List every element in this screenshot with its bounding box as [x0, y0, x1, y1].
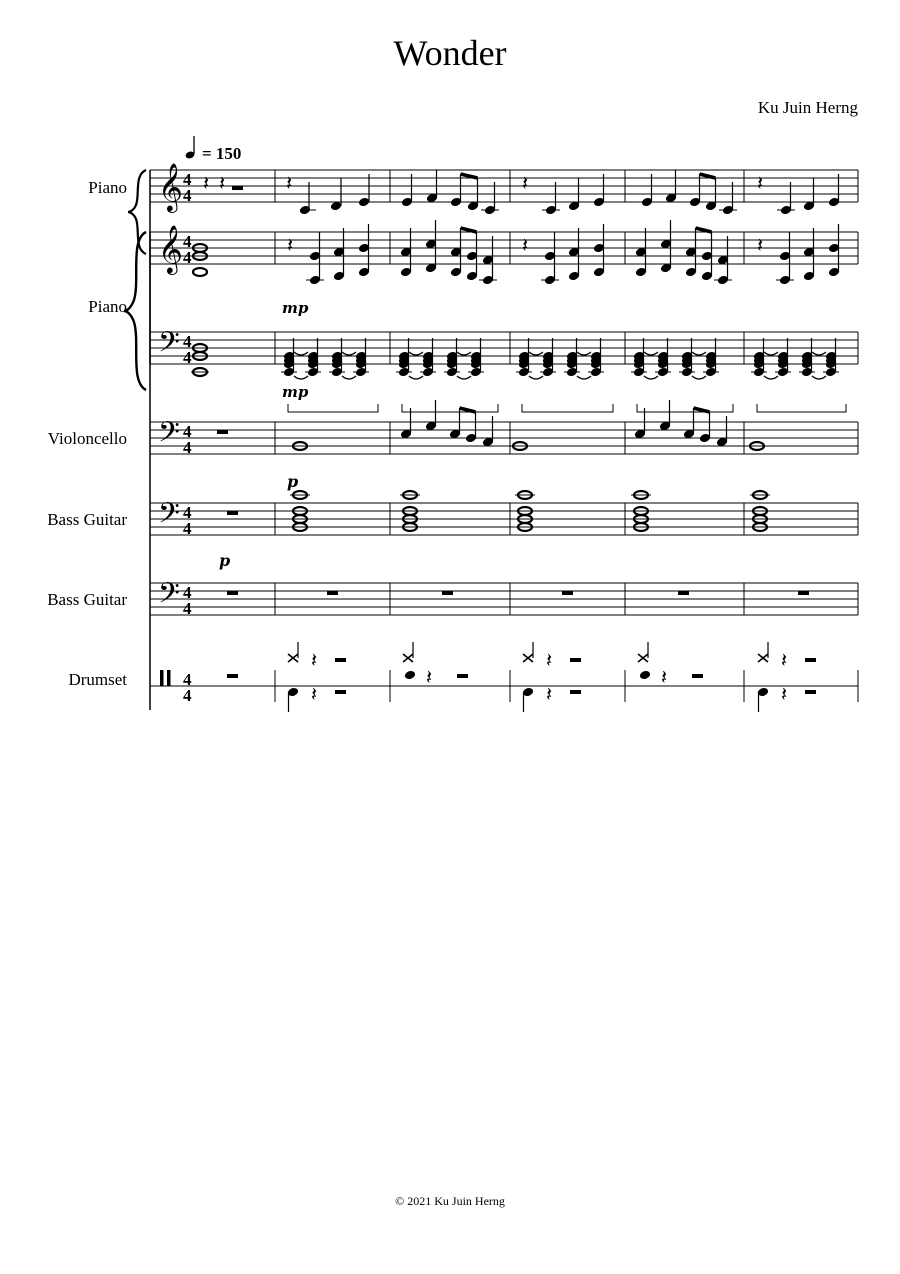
- staff-piano-2-bass: [150, 326, 858, 367]
- half-rest: [805, 690, 816, 694]
- time-signature-bottom: 4: [183, 438, 192, 457]
- whole-rest: [327, 591, 338, 595]
- staff-piano-2-treble: [150, 224, 858, 275]
- time-signature-top: 4: [183, 332, 192, 351]
- time-signature-top: 4: [183, 170, 192, 189]
- note-head: [639, 670, 651, 681]
- cymbal-note: [523, 654, 533, 662]
- half-rest: [692, 674, 703, 678]
- time-signature-bottom: 4: [183, 348, 192, 367]
- whole-rest: [217, 430, 228, 434]
- cymbal-note: [638, 654, 648, 662]
- instrument-label-violoncello: Violoncello: [47, 429, 127, 448]
- composer-name: Ku Juin Herng: [757, 98, 858, 117]
- whole-note: [193, 268, 207, 276]
- cymbal-note: [403, 654, 413, 662]
- quarter-rest: 𝄽: [287, 233, 294, 257]
- quarter-rest: 𝄽: [546, 648, 553, 672]
- whole-rest: [227, 674, 238, 678]
- instrument-label-piano-1: Piano: [88, 178, 127, 197]
- score-title: Wonder: [393, 33, 507, 73]
- quarter-rest: 𝄽: [203, 171, 210, 195]
- instrument-label-bass-guitar-2: Bass Guitar: [47, 590, 127, 609]
- tempo-marking: [185, 136, 242, 163]
- time-signature-top: 4: [183, 503, 192, 522]
- brace-piano-1: [128, 170, 146, 254]
- quarter-rest: 𝄽: [522, 233, 529, 257]
- quarter-rest: 𝄽: [426, 665, 433, 689]
- quarter-rest: 𝄽: [311, 682, 318, 706]
- quarter-rest: 𝄽: [757, 233, 764, 257]
- quarter-rest: 𝄽: [661, 665, 668, 689]
- half-rest: [232, 186, 243, 190]
- quarter-rest: 𝄽: [781, 682, 788, 706]
- time-signature-bottom: 4: [183, 248, 192, 267]
- staff-piano-1: [150, 162, 858, 213]
- quarter-rest: 𝄽: [781, 648, 788, 672]
- quarter-rest: 𝄽: [219, 171, 226, 195]
- quarter-rest: 𝄽: [286, 171, 293, 195]
- dynamic-p-bass-guitar: p: [287, 472, 299, 491]
- bass-clef: 𝄢: [158, 497, 180, 537]
- half-rest: [457, 674, 468, 678]
- quarter-rest: 𝄽: [522, 171, 529, 195]
- time-signature-bottom: 4: [183, 686, 192, 705]
- quarter-rest: 𝄽: [311, 648, 318, 672]
- grouping-brackets: [288, 404, 846, 412]
- dynamic-mp-piano-bass: mp: [282, 383, 309, 401]
- cymbal-note: [288, 654, 298, 662]
- bass-clef: 𝄢: [158, 326, 180, 366]
- quarter-rest: 𝄽: [757, 171, 764, 195]
- time-signature-bottom: 4: [183, 599, 192, 618]
- whole-rest: [442, 591, 453, 595]
- copyright-notice: © 2021 Ku Juin Herng: [395, 1194, 505, 1208]
- time-signature-top: 4: [183, 583, 192, 602]
- whole-rest: [798, 591, 809, 595]
- time-signature-top: 4: [183, 422, 192, 441]
- half-rest: [335, 690, 346, 694]
- cymbal-note: [758, 654, 768, 662]
- half-rest: [570, 658, 581, 662]
- note-head: [358, 197, 370, 208]
- quarter-rest: 𝄽: [546, 682, 553, 706]
- whole-rest: [678, 591, 689, 595]
- time-signature-bottom: 4: [183, 519, 192, 538]
- treble-clef: 𝄞: [158, 224, 183, 273]
- half-rest: [805, 658, 816, 662]
- staff-drumset: [150, 670, 858, 705]
- whole-rest: [227, 511, 238, 515]
- time-signature-top: 4: [183, 670, 192, 689]
- whole-rest: [227, 591, 238, 595]
- instrument-label-bass-guitar-1: Bass Guitar: [47, 510, 127, 529]
- bass-clef: 𝄢: [158, 577, 180, 617]
- half-rest: [335, 658, 346, 662]
- whole-rest: [562, 591, 573, 595]
- bass-clef: 𝄢: [158, 416, 180, 456]
- staff-bass-guitar-2: [150, 577, 858, 618]
- staff-violoncello: [150, 416, 858, 457]
- staff-bass-guitar-1: [150, 497, 858, 538]
- time-signature-bottom: 4: [183, 186, 192, 205]
- note-head: [404, 670, 416, 681]
- dynamic-p-bass-guitar-2: p: [219, 551, 231, 570]
- dynamic-mp-piano-treble: mp: [282, 299, 309, 317]
- time-signature-top: 4: [183, 232, 192, 251]
- half-rest: [570, 690, 581, 694]
- percussion-clef: [160, 670, 171, 686]
- instrument-label-piano-2: Piano: [88, 297, 127, 316]
- brace-piano-2: [124, 232, 146, 390]
- tempo-value: = 150: [202, 144, 242, 163]
- instrument-label-drumset: Drumset: [68, 670, 127, 689]
- treble-clef: 𝄞: [158, 162, 183, 211]
